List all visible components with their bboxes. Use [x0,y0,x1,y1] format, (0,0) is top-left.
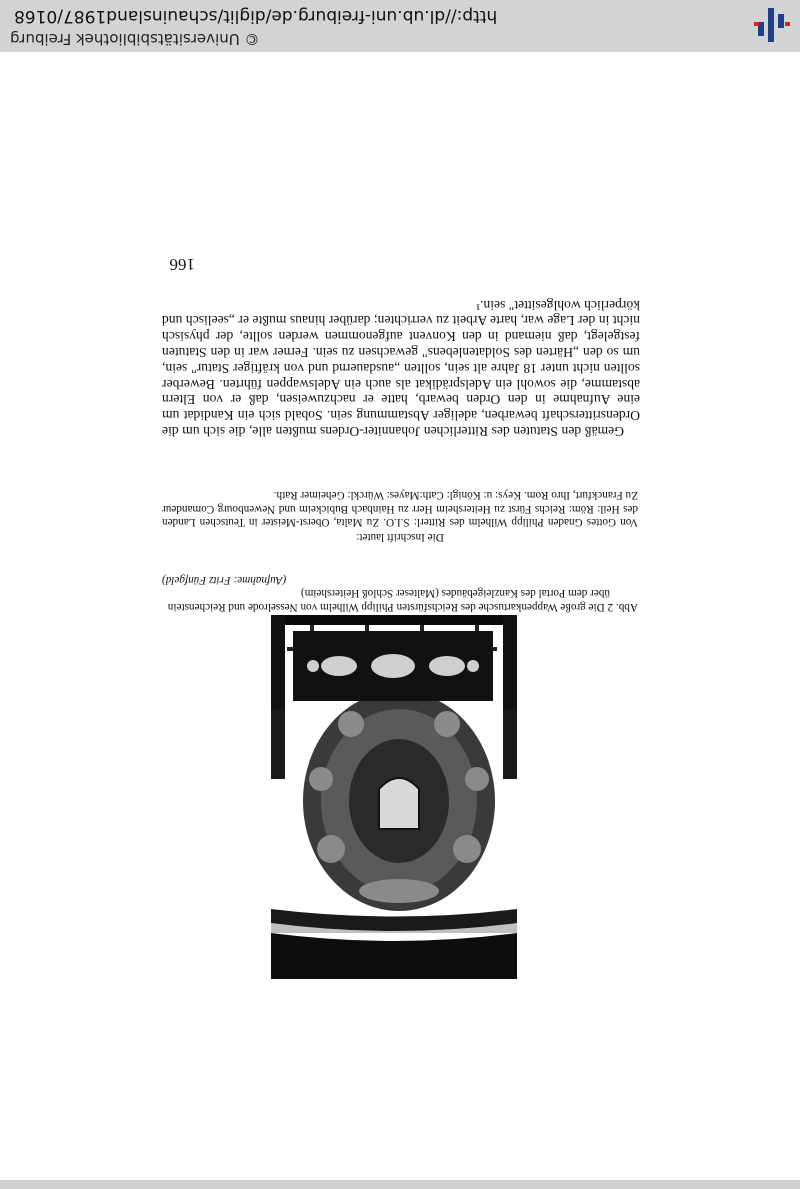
figure-caption [162,572,638,613]
header-bar [0,0,800,52]
page-number: 166 [169,255,195,274]
inscription-block [162,488,638,543]
copyright-notice: © Universitätsbibliothek Freiburg [10,30,260,48]
ub-freiburg-logo-icon [754,8,790,42]
body-paragraph: Gemäß den Statuten des Ritterlichen Johanniter-Ordens mußten alle, die sich um die Ordensritterschaft bewarben, adeliger Abstammung sein. Sobald sich ein Kandidat um eine Aufnahme in den Orden bewarb, hatte er nachzuweisen, daß er von Eltern abstamme, die sowohl ein Adelsprädikat als auch ein Adelswappen führten. Bewerber sollten nicht unter 18 Jahre alt sein, sollten „ausdauernd und von kräftiger Statur" sein, um so den „Härten des Soldatenlebens" gewachsen zu sein. Ferner war in den Statuten festgelegt, daß niemand in den Konvent aufgenommen werden sollte, der physisch nicht in der Lage war, harte Arbeit zu verrichten; darüber hinaus mußte er „seelisch und körperlich wohlgesittet" sein.¹ [162,297,640,439]
inscription-title: Die Inschrift lautet: [356,531,444,543]
caption-line: über dem Portal des Kanzleigebäudes (Malteser Schloß Heitersheim) [300,587,610,600]
document-url-link[interactable]: http://dl.ub.uni-freiburg.de/diglit/schauinsland1987/0168 [14,6,498,26]
photo-credit: (Aufnahme: Fritz Fünfgeld) [162,573,287,586]
caption-line: Abb. 2 Die große Wappenkartusche des Reichsfürsten Philipp Wilhelm von Nesselrode und Reichenstein [167,601,638,613]
footer-strip [0,1180,800,1189]
cartouche-photograph [271,615,517,979]
inscription-text: Von Gottes Gnaden Philipp Wilhelm des Ritterl: S.I.O. Zu Malta, Oberst-Meister in Teutschen Landen des Heil: Röm: Reichs Fürst zu Heitersheim Herr zu Hainbach Bubickeim und Newenbourg Comandeur Zu Franckfurt, Ihro Rom. Keys: u: Königl: Cath:Mayes: Würckl: Geheimer Rath. [162,489,638,529]
